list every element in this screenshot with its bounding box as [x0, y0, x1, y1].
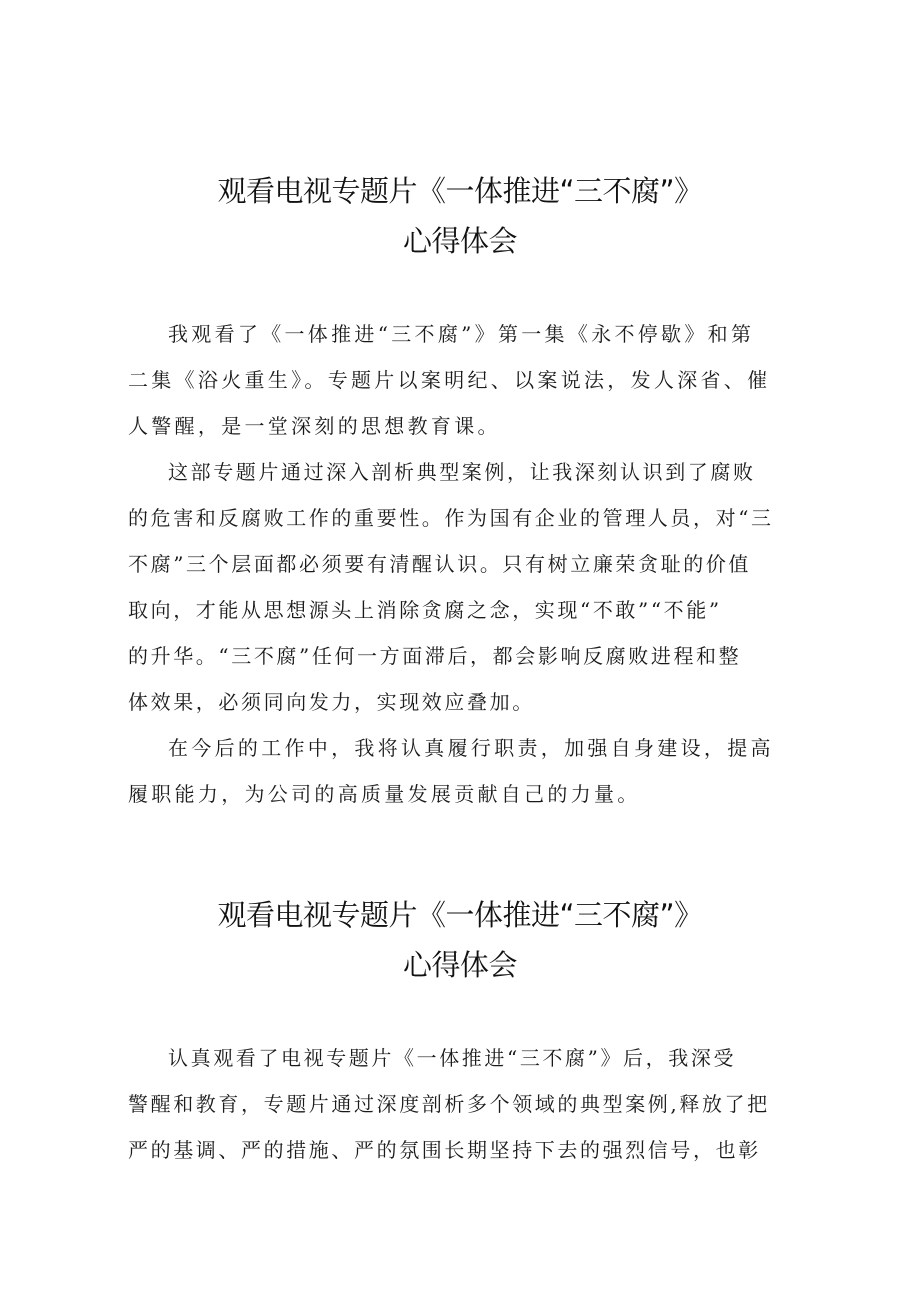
paragraph-line: 体效果，必须同向发力，实现效应叠加。	[128, 690, 535, 714]
article-title	[128, 890, 792, 990]
paragraph-line: 取向，才能从思想源头上消除贪腐之念，实现“不敢”“不能”	[128, 598, 722, 622]
paragraph-line: 人警醒，是一堂深刻的思想教育课。	[128, 414, 501, 438]
paragraph-line: 在今后的工作中，我将认真履行职责，加强自身建设，提高	[168, 736, 774, 760]
paragraph-line: 我观看了《一体推进“三不腐”》第一集《永不停歇》和第	[168, 322, 755, 346]
paragraph-3	[128, 725, 792, 817]
paragraph-line: 的危害和反腐败工作的重要性。作为国有企业的管理人员，对“三	[128, 506, 774, 530]
paragraph-1	[128, 1035, 792, 1173]
paragraph-line: 警醒和教育，专题片通过深度剖析多个领域的典型案例,释放了把	[128, 1092, 770, 1116]
article-title-line-1: 观看电视专题片《一体推进“三不腐”》	[217, 898, 703, 932]
article-title-line-2: 心得体会	[402, 224, 517, 258]
paragraph-line: 严的基调、严的措施、严的氛围长期坚持下去的强烈信号，也彰	[128, 1138, 761, 1162]
paragraph-line: 这部专题片通过深入剖析典型案例，让我深刻认识到了腐败	[168, 460, 756, 484]
paragraph-line: 二集《浴火重生》。专题片以案明纪、以案说法，发人深省、催	[128, 368, 771, 392]
paragraph-line: 认真观看了电视专题片《一体推进“三不腐”》后，我深受	[168, 1046, 737, 1070]
paragraph-line: 不腐”三个层面都必须要有清醒认识。只有树立廉荣贪耻的价值	[128, 552, 752, 576]
article-1	[128, 166, 792, 817]
article-title-line-1: 观看电视专题片《一体推进“三不腐”》	[217, 174, 703, 208]
paragraph-2	[128, 449, 792, 725]
paragraph-line: 的升华。“三不腐”任何一方面滞后，都会影响反腐败进程和整	[128, 644, 742, 668]
paragraph-1	[128, 311, 792, 449]
paragraph-line: 履职能力，为公司的高质量发展贡献自己的力量。	[128, 782, 641, 806]
article-body	[128, 1035, 792, 1173]
article-title-line-2: 心得体会	[402, 948, 517, 982]
article-body	[128, 311, 792, 817]
article-2	[128, 890, 792, 1173]
article-title	[128, 166, 792, 266]
